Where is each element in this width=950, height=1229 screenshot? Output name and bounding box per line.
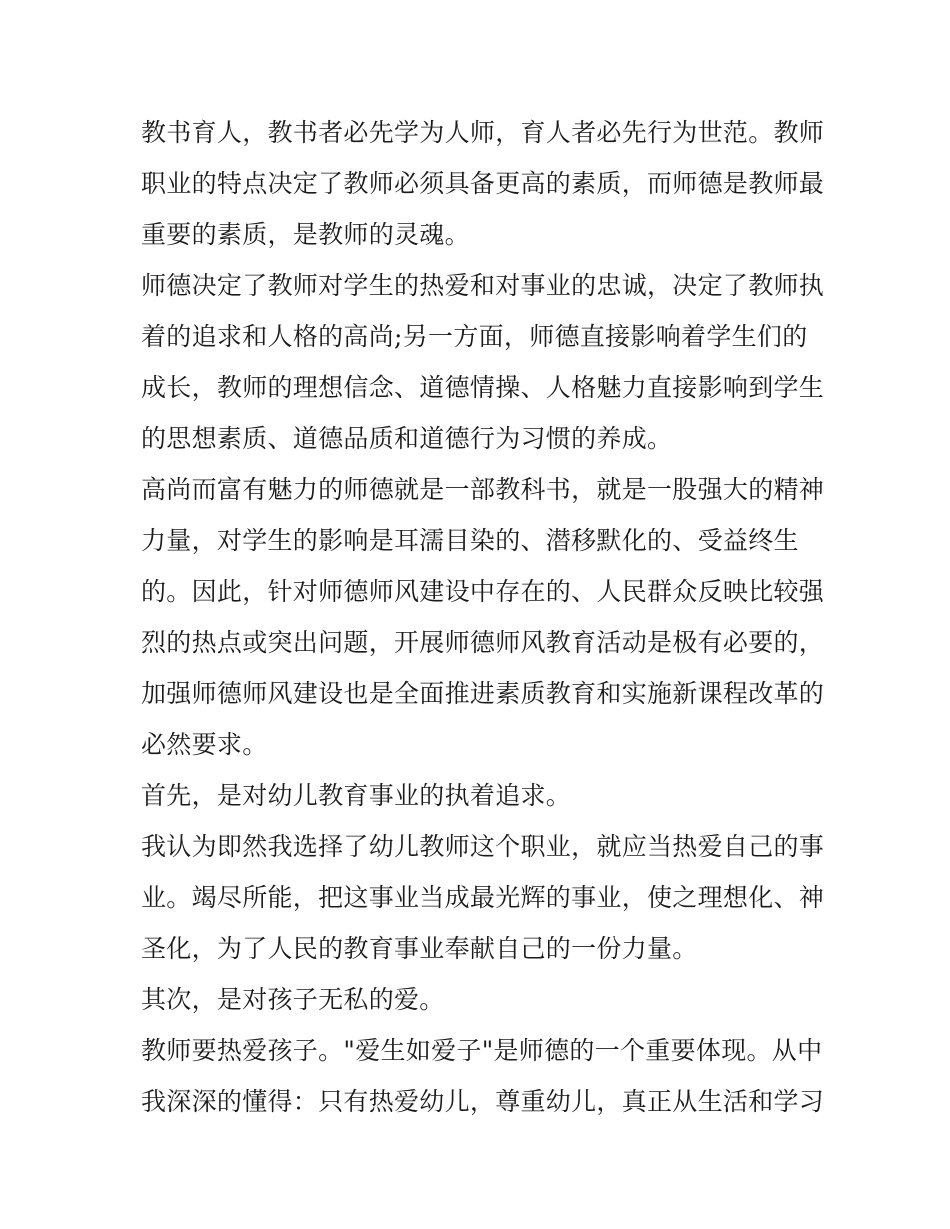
document-body [141, 107, 825, 1127]
text-line: 加强师德师风建设也是全面推进素质教育和实施新课程改革的 [141, 679, 825, 708]
text-line: 我深深的懂得：只有热爱幼儿，尊重幼儿，真正从生活和学习 [141, 1087, 825, 1116]
text-line: 的。因此，针对师德师风建设中存在的、人民群众反映比较强 [141, 577, 825, 606]
text-line: 力量，对学生的影响是耳濡目染的、潜移默化的、受益终生 [141, 526, 799, 555]
text-line: 首先，是对幼儿教育事业的执着追求。 [141, 781, 572, 810]
text-line: 圣化，为了人民的教育事业奉献自己的一份力量。 [141, 934, 698, 963]
text-line: 成长，教师的理想信念、道德情操、人格魅力直接影响到学生 [141, 373, 825, 402]
text-line: 其次，是对孩子无私的爱。 [141, 985, 445, 1014]
text-line: 必然要求。 [141, 730, 268, 759]
text-line: 师德决定了教师对学生的热爱和对事业的忠诚，决定了教师执 [141, 271, 825, 300]
text-line: 业。竭尽所能，把这事业当成最光辉的事业，使之理想化、神 [141, 883, 825, 912]
text-line: 的思想素质、道德品质和道德行为习惯的养成。 [141, 424, 673, 453]
text-line: 烈的热点或突出问题，开展师德师风教育活动是极有必要的， [141, 628, 825, 657]
text-line: 职业的特点决定了教师必须具备更高的素质，而师德是教师最 [141, 169, 825, 198]
text-line: 我认为即然我选择了幼儿教师这个职业，就应当热爱自己的事 [141, 832, 825, 861]
text-line: 高尚而富有魅力的师德就是一部教科书，就是一股强大的精神 [141, 475, 825, 504]
text-line: 着的追求和人格的高尚;另一方面，师德直接影响着学生们的 [141, 322, 808, 351]
text-line: 教师要热爱孩子。"爱生如爱子"是师德的一个重要体现。从中 [141, 1036, 823, 1065]
text-line: 教书育人，教书者必先学为人师，育人者必先行为世范。教师 [141, 118, 825, 147]
text-line: 重要的素质，是教师的灵魂。 [141, 220, 470, 249]
